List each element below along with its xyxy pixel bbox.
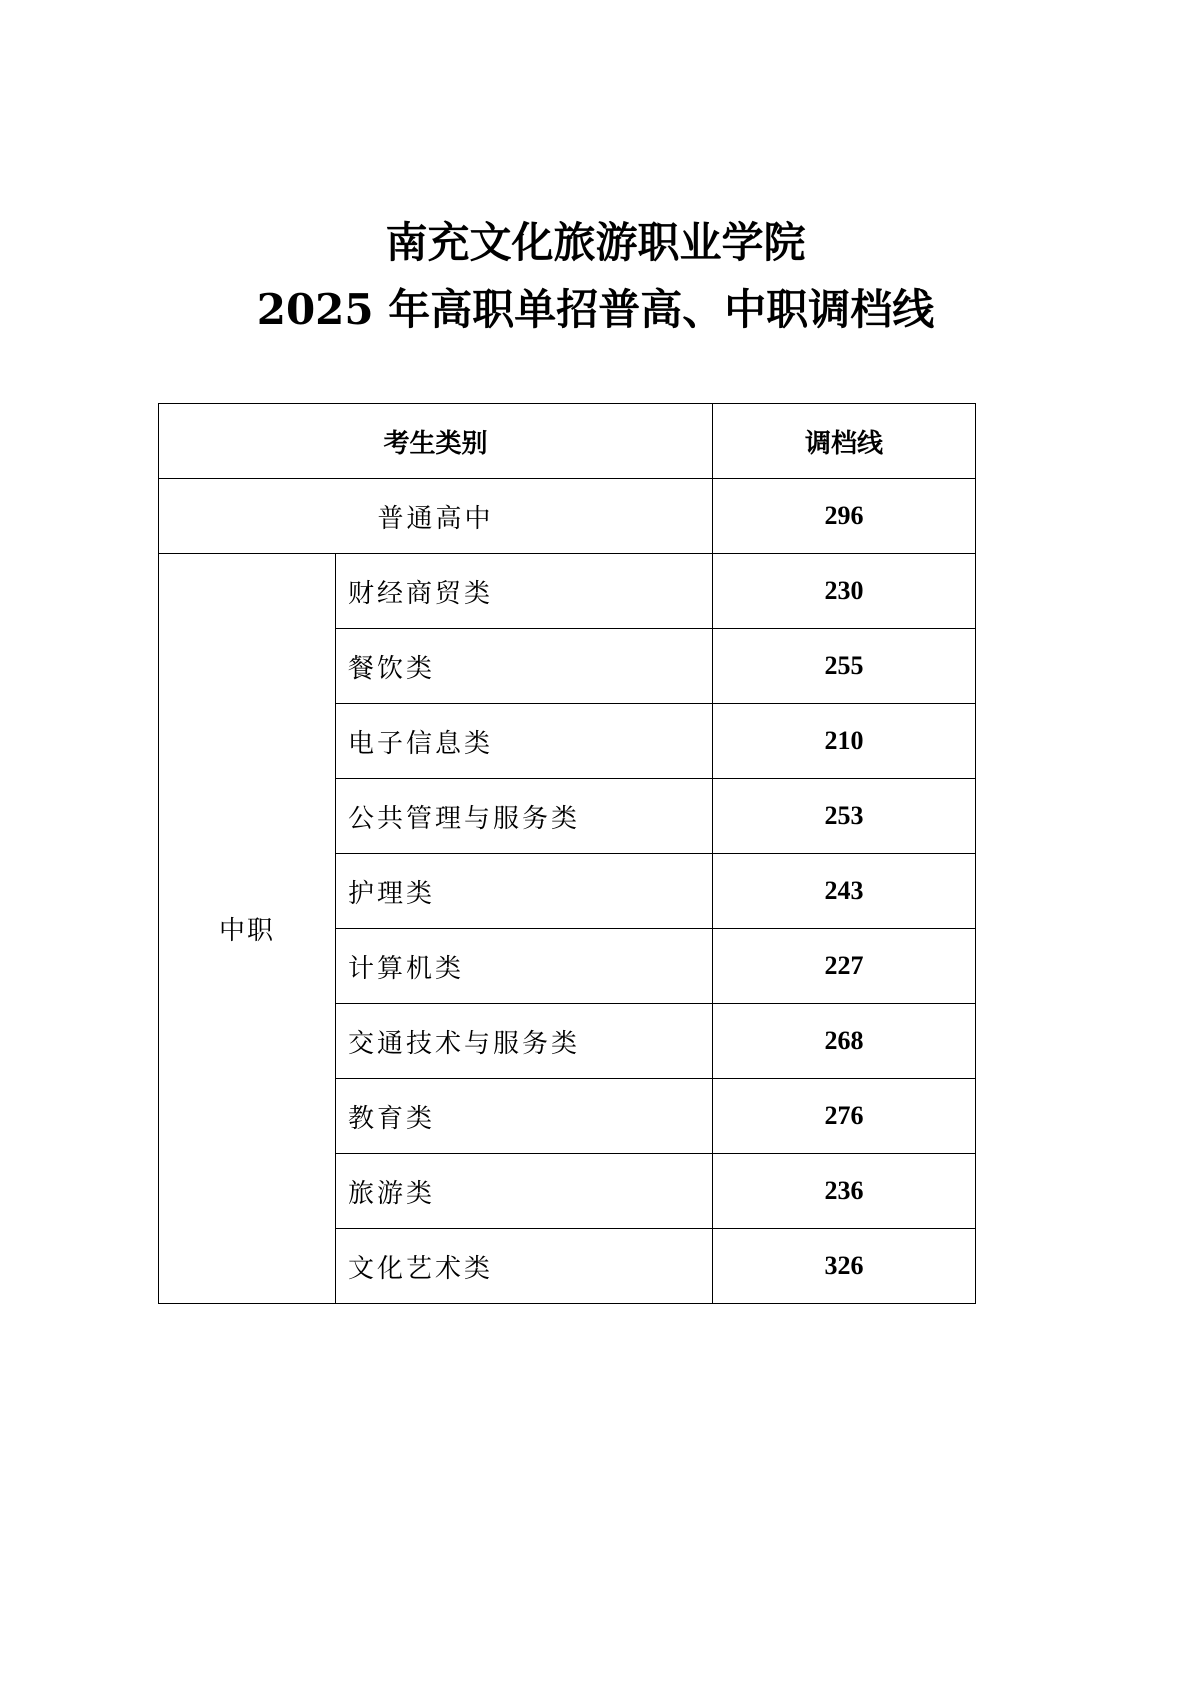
- category-score: 255: [713, 629, 976, 704]
- category-label: 财经商贸类: [336, 554, 713, 629]
- category-label: 电子信息类: [336, 704, 713, 779]
- table-row: [159, 479, 976, 554]
- category-label: 旅游类: [336, 1154, 713, 1229]
- document-title: 南充文化旅游职业学院: [385, 218, 806, 267]
- category-label: 文化艺术类: [336, 1229, 713, 1304]
- document-subtitle: 2025 年高职单招普高、中职调档线: [256, 285, 935, 334]
- category-score: 276: [713, 1079, 976, 1154]
- category-score: 326: [713, 1229, 976, 1304]
- category-label: 公共管理与服务类: [336, 779, 713, 854]
- category-score: 253: [713, 779, 976, 854]
- category-label: 计算机类: [336, 929, 713, 1004]
- category-label: 教育类: [336, 1079, 713, 1154]
- category-score: 236: [713, 1154, 976, 1229]
- vocational-group-label: 中职: [159, 554, 336, 1304]
- general-high-school-score: 296: [713, 479, 976, 554]
- header-cutoff: 调档线: [713, 404, 976, 479]
- category-score: 210: [713, 704, 976, 779]
- category-label: 护理类: [336, 854, 713, 929]
- category-score: 230: [713, 554, 976, 629]
- category-score: 268: [713, 1004, 976, 1079]
- general-high-school-label: 普通高中: [159, 479, 713, 554]
- table-header-row: [159, 404, 976, 479]
- category-score: 227: [713, 929, 976, 1004]
- category-label: 餐饮类: [336, 629, 713, 704]
- cutoff-table: [158, 403, 976, 1304]
- category-score: 243: [713, 854, 976, 929]
- header-category: 考生类别: [159, 404, 713, 479]
- table-row: [159, 554, 976, 629]
- category-label: 交通技术与服务类: [336, 1004, 713, 1079]
